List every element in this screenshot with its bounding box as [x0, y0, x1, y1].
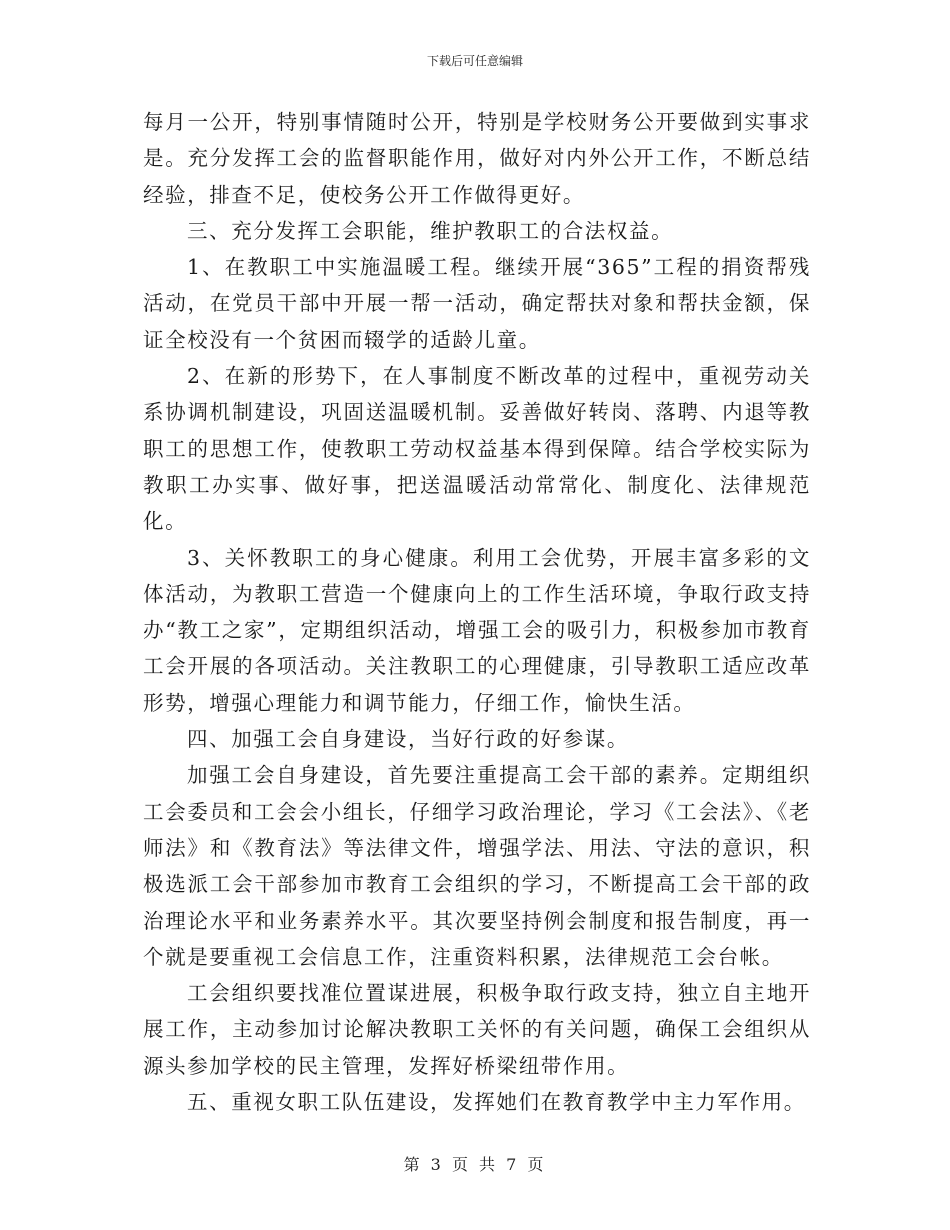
page-header: 下载后可任意编辑 — [426, 54, 523, 68]
page-footer: 第 3 页 共 7 页 — [403, 1155, 547, 1174]
paragraph-item-3: 3、关怀教职工的身心健康。利用工会优势，开展丰富多彩的文体活动，为教职工营造一个健康向上的工作生活环境，争取行政支持办“教工之家”，定期组织活动，增强工会的吸引力，积极参加市教育工会开展的各项活动。关注教职工的心理健康，引导教职工适应改革形势，增强心理能力和调节能力，仔细工作，愉快生活。 — [143, 545, 811, 715]
paragraph-item-2: 2、在新的形势下，在人事制度不断改革的过程中，重视劳动关系协调机制建设，巩固送温暖机制。妥善做好转岗、落聘、内退等教职工的思想工作，使教职工劳动权益基本得到保障。结合学校实际为教职工办实事、做好事，把送温暖活动常常化、制度化、法律规范化。 — [143, 364, 811, 534]
paragraph-organization: 工会组织要找准位置谋进展，积极争取行政支持，独立自主地开展工作，主动参加讨论解决教职工关怀的有关问题，确保工会组织从源头参加学校的民主管理，发挥好桥梁纽带作用。 — [143, 981, 811, 1078]
paragraph-self-building: 加强工会自身建设，首先要注重提高工会干部的素养。定期组织工会委员和工会会小组长，仔细学习政治理论，学习《工会法》、《老师法》和《教育法》等法律文件，增强学法、用法、守法的意识，积极选派工会干部参加市教育工会组织的学习，不断提高工会干部的政治理论水平和业务素养水平。其次要坚持例会制度和报告制度，再一个就是要重视工会信息工作，注重资料积累，法律规范工会台帐。 — [143, 763, 811, 969]
document-body — [143, 104, 811, 1120]
section-heading-5: 五、重视女职工队伍建设，发挥她们在教育教学中主力军作用。 — [187, 1090, 806, 1115]
section-heading-4: 四、加强工会自身建设，当好行政的好参谋。 — [187, 727, 629, 752]
section-heading-3: 三、充分发挥工会职能，维护教职工的合法权益。 — [187, 218, 674, 243]
paragraph-item-1: 1、在教职工中实施温暖工程。继续开展“365”工程的捐资帮残活动，在党员干部中开展一帮一活动，确定帮扶对象和帮扶金额，保证全校没有一个贫困而辍学的适龄儿童。 — [143, 255, 811, 352]
paragraph-continuation: 每月一公开，特别事情随时公开，特别是学校财务公开要做到实事求是。充分发挥工会的监督职能作用，做好对内外公开工作，不断总结经验，排查不足，使校务公开工作做得更好。 — [143, 110, 811, 207]
